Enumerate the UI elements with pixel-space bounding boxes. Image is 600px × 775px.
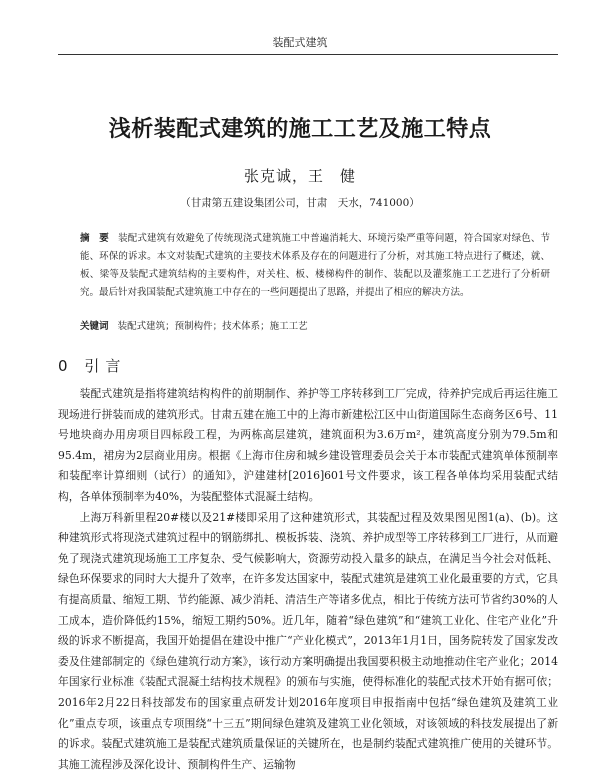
section-number: 0 <box>58 357 74 375</box>
abstract-label: 摘 要 <box>80 233 109 244</box>
header-divider <box>58 54 558 55</box>
paragraph: 上海万科新里程20#楼以及21#楼即采用了这种建筑形式，其装配过程及效果图见图1(a)、(b)。这种建筑形式将现浇式建筑过程中的钢筋绑扎、模板拆装、浇筑、养护成型等工序转移到工厂进行，从而避免了现浇式建筑现场施工工序复杂、受气候影响大，资源劳动投入量多的缺点，在满足当今社会对低耗、绿色环保要求的同时大大提升了效率，在许多发达国家中，装配式建筑是建筑工业化最重要的方式，它具有提高质量、缩短工期、节约能源、减少消耗、清洁生产等诸多优点，相比于传统方法可节省约30%的人工成本，造价降低约15%，缩短工期约50%。近几年，随着“绿色建筑”和“建筑工业化、住宅产业化”升级的诉求不断提高，我国开始提倡在建设中推广“产业化模式”，2013年1月1日，国务院转发了国家发改委及住建部制定的《绿色建筑行动方案》，该行动方案明确提出我国要积极主动地推动住宅产业化；2014年国家行业标准《装配式混凝土结构技术规程》的颁布与实施，使得标准化的装配式技术开始有据可依；2016年2月22日科技部发布的国家重点研发计划2016年度项目申报指南中包括“绿色建筑及建筑工业化”重点专项，该重点专项围绕“十三五”期间绿色建筑及建筑工业化领域，对该领域的科技发展提出了新的诉求。装配式建筑施工是装配式建筑质量保证的关键所在，也是制约装配式建筑推广使用的关键环节。其施工流程涉及深化设计、预制构件生产、运输物 <box>58 510 558 771</box>
keywords <box>80 318 550 332</box>
authors: 张克诚，王 健 <box>243 167 356 185</box>
paragraph: 装配式建筑是指将建筑结构构件的前期制作、养护等工序转移到工厂完成，待养护完成后再运往施工现场进行拼装而成的建筑形式。甘肃五建在施工中的上海市新建松江区中山街道国际生态商务区6号、11号地块商办用房项目四标段工程，为两栋高层建筑，建筑面积为3.6万m²，建筑高度分别为79.5m和95.4m，裙房为2层商业用房。根据《上海市住房和城乡建设管理委员会关于本市装配式建筑单体预制率和装配率计算细则（试行）的通知》，沪建建材[2016]601号文件要求，该工程各单体均采用装配式结构，各单体预制率为40%，为装配整体式混凝土结构。 <box>58 387 558 503</box>
section-title: 引言 <box>84 357 127 375</box>
keywords-label: 关键词 <box>80 321 109 332</box>
abstract <box>80 230 550 302</box>
abstract-text: 装配式建筑有效避免了传统现浇式建筑施工中普遍消耗大、环境污染严重等问题，符合国家对绿色、节能、环保的诉求。本文对装配式建筑的主要技术体系及存在的问题进行了分析，对其施工特点进行了概述，就、板、梁等及装配式建筑结构的主要构件，对关柱、板、楼梯构件的制作、装配以及灌浆施工工艺进行了分析研究。最后针对我国装配式建筑施工中存在的一些问题提出了思路，并提出了相应的解决方法。 <box>80 233 550 298</box>
article-title: 浅析装配式建筑的施工工艺及施工特点 <box>108 117 492 142</box>
keywords-text: 装配式建筑；预制构件；技术体系；施工工艺 <box>117 321 308 332</box>
body-text <box>58 384 558 775</box>
affiliation: （甘肃第五建设集团公司，甘肃 天水，741000） <box>180 197 420 209</box>
running-header: 装配式建筑 <box>272 36 328 49</box>
section-heading <box>58 355 126 376</box>
